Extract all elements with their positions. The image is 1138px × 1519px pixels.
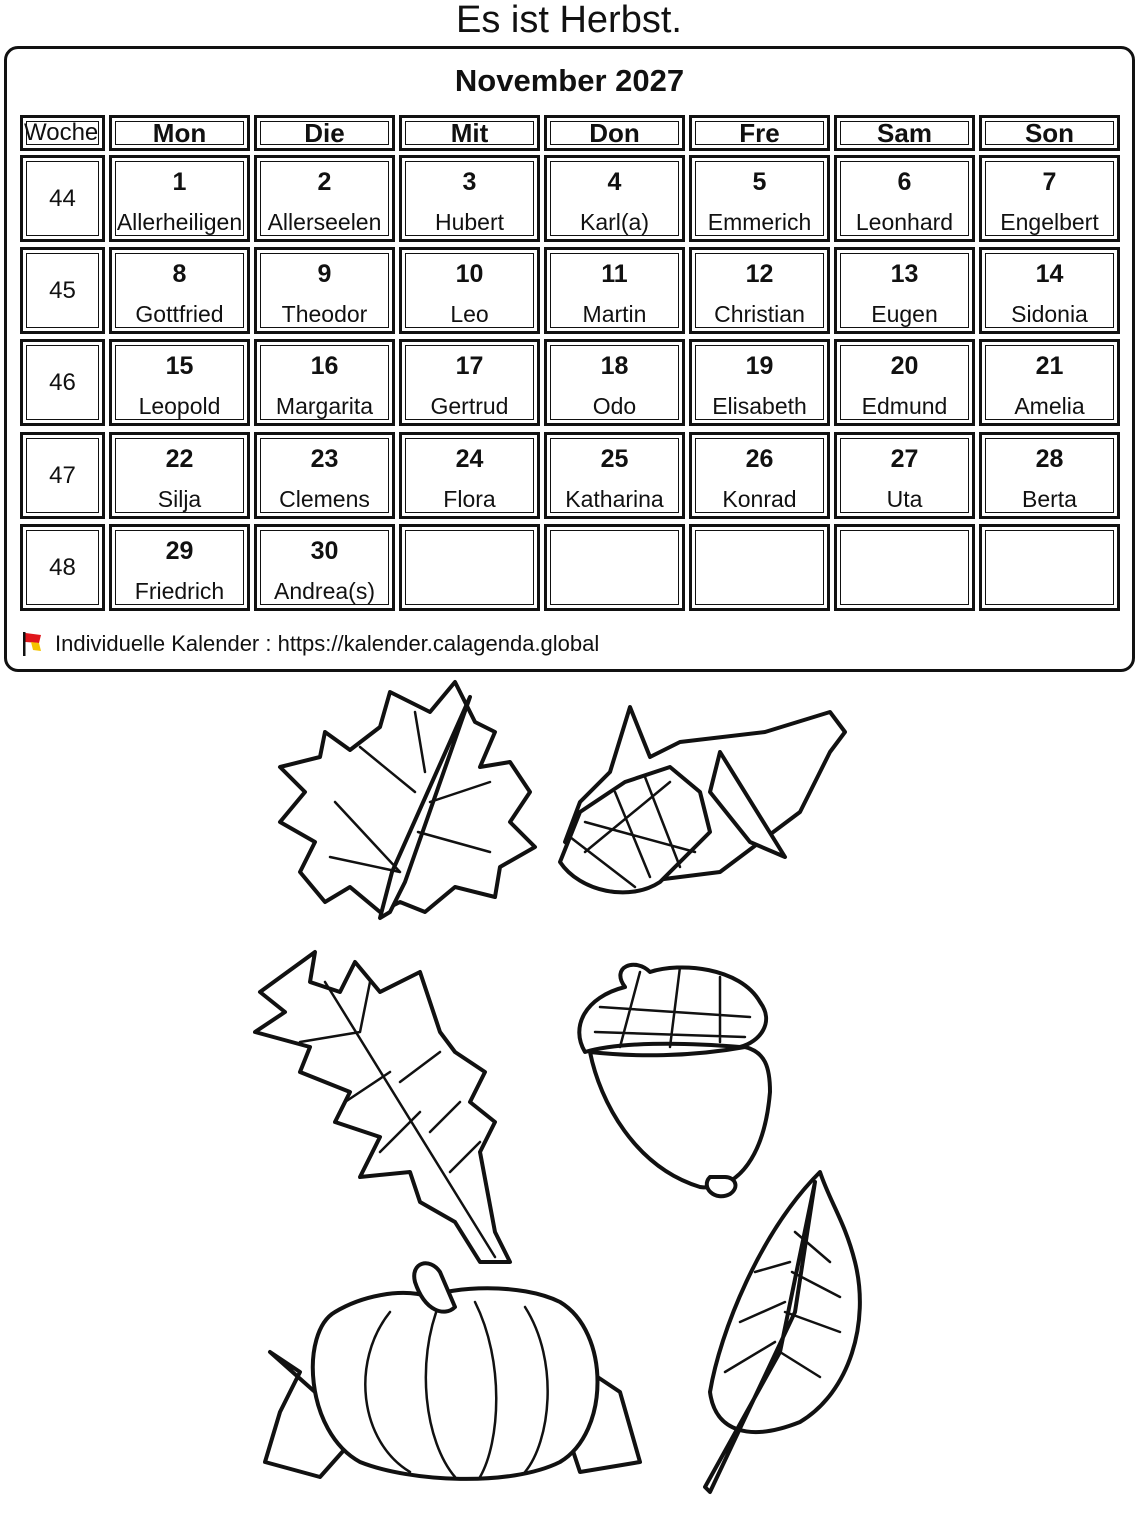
empty-day-cell (979, 524, 1120, 611)
name-day: Allerheiligen (116, 209, 243, 235)
name-day: Hubert (434, 209, 505, 235)
day-number: 5 (752, 168, 767, 196)
day-cell[interactable] (834, 432, 975, 519)
name-day: Andrea(s) (274, 578, 375, 604)
corn-drawing (560, 707, 845, 892)
day-cell[interactable] (399, 155, 540, 242)
day-number: 10 (455, 260, 484, 288)
name-day: Christian (714, 301, 805, 327)
acorn-drawing (579, 965, 770, 1196)
name-day: Clemens (279, 486, 370, 512)
day-cell[interactable] (834, 247, 975, 334)
day-number: 15 (165, 352, 194, 380)
name-day: Allerseelen (267, 209, 382, 235)
day-number: 18 (600, 352, 629, 380)
day-cell[interactable] (109, 247, 250, 334)
day-cell[interactable] (254, 524, 395, 611)
empty-day-cell (689, 524, 830, 611)
name-day: Emmerich (707, 209, 812, 235)
day-number: 8 (172, 260, 187, 288)
name-day: Leo (450, 301, 489, 327)
day-number: 20 (890, 352, 919, 380)
birch-leaf-drawing (705, 1172, 860, 1492)
name-day: Engelbert (1000, 209, 1099, 235)
name-day: Leonhard (855, 209, 954, 235)
day-cell[interactable] (979, 155, 1120, 242)
week-number: 47 (20, 432, 105, 519)
calendar-frame (4, 46, 1135, 672)
day-cell[interactable] (689, 247, 830, 334)
day-number: 9 (317, 260, 332, 288)
name-day: Elisabeth (712, 393, 807, 419)
name-day: Friedrich (134, 578, 225, 604)
name-day: Flora (443, 486, 496, 512)
weekday-header: Don (544, 115, 685, 151)
weekday-header: Mit (399, 115, 540, 151)
weekday-header: Mon (109, 115, 250, 151)
day-cell[interactable] (689, 339, 830, 426)
day-number: 25 (600, 445, 629, 473)
day-number: 6 (897, 168, 912, 196)
day-number: 23 (310, 445, 339, 473)
name-day: Karl(a) (579, 209, 649, 235)
day-cell[interactable] (254, 155, 395, 242)
empty-day-cell (544, 524, 685, 611)
day-cell[interactable] (544, 247, 685, 334)
day-number: 21 (1035, 352, 1064, 380)
weekday-header: Sam (834, 115, 975, 151)
name-day: Eugen (871, 301, 938, 327)
weekday-header: Die (254, 115, 395, 151)
day-number: 4 (607, 168, 622, 196)
day-number: 12 (745, 260, 774, 288)
day-number: 29 (165, 537, 194, 565)
page-title: Es ist Herbst. (456, 0, 682, 41)
day-number: 3 (462, 168, 477, 196)
day-number: 17 (455, 352, 484, 380)
name-day: Margarita (275, 393, 374, 419)
maple-leaf-drawing (280, 682, 535, 918)
name-day: Amelia (1014, 393, 1085, 419)
day-cell[interactable] (254, 247, 395, 334)
name-day: Konrad (722, 486, 797, 512)
name-day: Leopold (138, 393, 221, 419)
day-number: 11 (601, 260, 628, 288)
day-cell[interactable] (834, 339, 975, 426)
week-header: Woche (20, 115, 105, 151)
day-cell[interactable] (544, 339, 685, 426)
day-cell[interactable] (544, 432, 685, 519)
day-cell[interactable] (399, 247, 540, 334)
day-number: 16 (310, 352, 339, 380)
name-day: Uta (886, 486, 923, 512)
name-day: Sidonia (1011, 301, 1088, 327)
day-cell[interactable] (254, 432, 395, 519)
day-number: 1 (172, 168, 187, 196)
day-cell[interactable] (979, 432, 1120, 519)
name-day: Odo (592, 393, 637, 419)
day-cell[interactable] (544, 155, 685, 242)
day-number: 7 (1042, 168, 1057, 196)
day-cell[interactable] (689, 155, 830, 242)
pumpkin-drawing (265, 1263, 640, 1479)
day-number: 14 (1035, 260, 1064, 288)
name-day: Silja (157, 486, 202, 512)
day-cell[interactable] (109, 432, 250, 519)
day-cell[interactable] (109, 155, 250, 242)
oak-leaf-drawing (255, 952, 510, 1262)
day-cell[interactable] (979, 339, 1120, 426)
day-cell[interactable] (399, 432, 540, 519)
week-number: 44 (20, 155, 105, 242)
week-number: 46 (20, 339, 105, 426)
day-number: 2 (317, 168, 332, 196)
day-number: 22 (165, 445, 194, 473)
week-number: 45 (20, 247, 105, 334)
day-cell[interactable] (689, 432, 830, 519)
day-number: 13 (890, 260, 919, 288)
day-number: 27 (890, 445, 919, 473)
name-day: Katharina (565, 486, 664, 512)
weekday-header: Son (979, 115, 1120, 151)
calagenda-flag-icon (21, 631, 45, 657)
day-number: 30 (310, 537, 339, 565)
day-number: 26 (745, 445, 774, 473)
name-day: Edmund (861, 393, 948, 419)
empty-day-cell (399, 524, 540, 611)
name-day: Theodor (281, 301, 368, 327)
footer-link-text[interactable]: Individuelle Kalender : https://kalender.calagenda.global (55, 631, 600, 656)
day-cell[interactable] (254, 339, 395, 426)
day-number: 28 (1035, 445, 1064, 473)
name-day: Gottfried (135, 301, 224, 327)
autumn-illustration (240, 672, 880, 1512)
day-cell[interactable] (109, 339, 250, 426)
name-day: Martin (582, 301, 647, 327)
empty-day-cell (834, 524, 975, 611)
day-number: 19 (745, 352, 774, 380)
footer[interactable] (21, 631, 599, 657)
day-cell[interactable] (979, 247, 1120, 334)
name-day: Berta (1022, 486, 1077, 512)
day-number: 24 (455, 445, 484, 473)
name-day: Gertrud (430, 393, 509, 419)
day-cell[interactable] (834, 155, 975, 242)
week-number: 48 (20, 524, 105, 611)
month-title: November 2027 (454, 63, 685, 98)
day-cell[interactable] (399, 339, 540, 426)
weekday-header: Fre (689, 115, 830, 151)
day-cell[interactable] (109, 524, 250, 611)
